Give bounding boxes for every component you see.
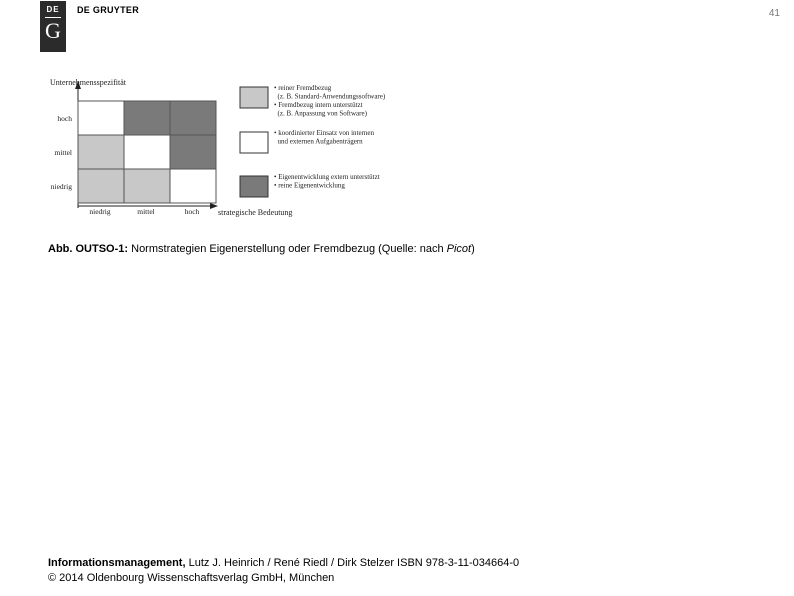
footer (48, 556, 519, 586)
legend (240, 84, 386, 197)
legend-line: • Eigenentwicklung extern unterstützt (274, 173, 380, 181)
publisher-logo (40, 1, 66, 52)
logo-de-text: DE (46, 5, 60, 14)
x-axis-arrow (210, 203, 218, 209)
publisher-name: DE GRUYTER (77, 5, 140, 15)
legend-line: (z. B. Anpassung von Software) (274, 109, 367, 118)
footer-citation (48, 556, 519, 571)
legend-line: • reiner Fremdbezug (274, 84, 332, 92)
matrix-cell (124, 169, 170, 203)
column-label: hoch (184, 207, 200, 216)
footer-copyright: © 2014 Oldenbourg Wissenschaftsverlag GmbH, München (48, 572, 335, 584)
legend-swatch (240, 87, 268, 108)
strategy-matrix-figure (40, 72, 440, 222)
caption-source: Picot (446, 243, 472, 255)
legend-line: • reine Eigenentwicklung (274, 181, 345, 190)
x-axis-label: strategische Bedeutung (218, 208, 293, 217)
legend-line: • Fremdbezug intern unterstützt (274, 101, 363, 109)
legend-line: (z. B. Standard-Anwendungssoftware) (274, 92, 386, 101)
row-labels (51, 114, 72, 191)
figure-caption (48, 243, 475, 255)
matrix-cell (124, 101, 170, 135)
legend-line: • koordinierter Einsatz von internen (274, 129, 375, 137)
matrix-cell (124, 135, 170, 169)
legend-swatch (240, 176, 268, 197)
y-axis-label: Unternehmensspezifität (50, 78, 126, 87)
legend-line: und externen Aufgabenträgern (274, 137, 363, 146)
row-label: mittel (54, 148, 72, 157)
legend-swatch (240, 132, 268, 153)
logo-g-letter: G (45, 18, 61, 43)
row-label: niedrig (50, 182, 72, 191)
page-number: 41 (768, 8, 780, 19)
matrix-cell (78, 169, 124, 203)
matrix-cell (170, 101, 216, 135)
matrix-cell (170, 135, 216, 169)
caption-end: ) (471, 243, 475, 255)
book-title: Informationsmanagement, (48, 557, 186, 569)
matrix-cell (78, 135, 124, 169)
row-label: hoch (57, 114, 72, 123)
matrix-cell (170, 169, 216, 203)
column-labels (89, 207, 199, 216)
caption-label: Abb. OUTSO-1: (48, 243, 129, 255)
column-label: mittel (137, 207, 155, 216)
caption-text: Normstrategien Eigenerstellung oder Fremdbezug (Quelle: nach (128, 243, 447, 255)
column-label: niedrig (89, 207, 111, 216)
book-authors-isbn: Lutz J. Heinrich / René Riedl / Dirk Stelzer ISBN 978-3-11-034664-0 (185, 557, 520, 569)
matrix-grid (78, 101, 216, 203)
matrix-cell (78, 101, 124, 135)
